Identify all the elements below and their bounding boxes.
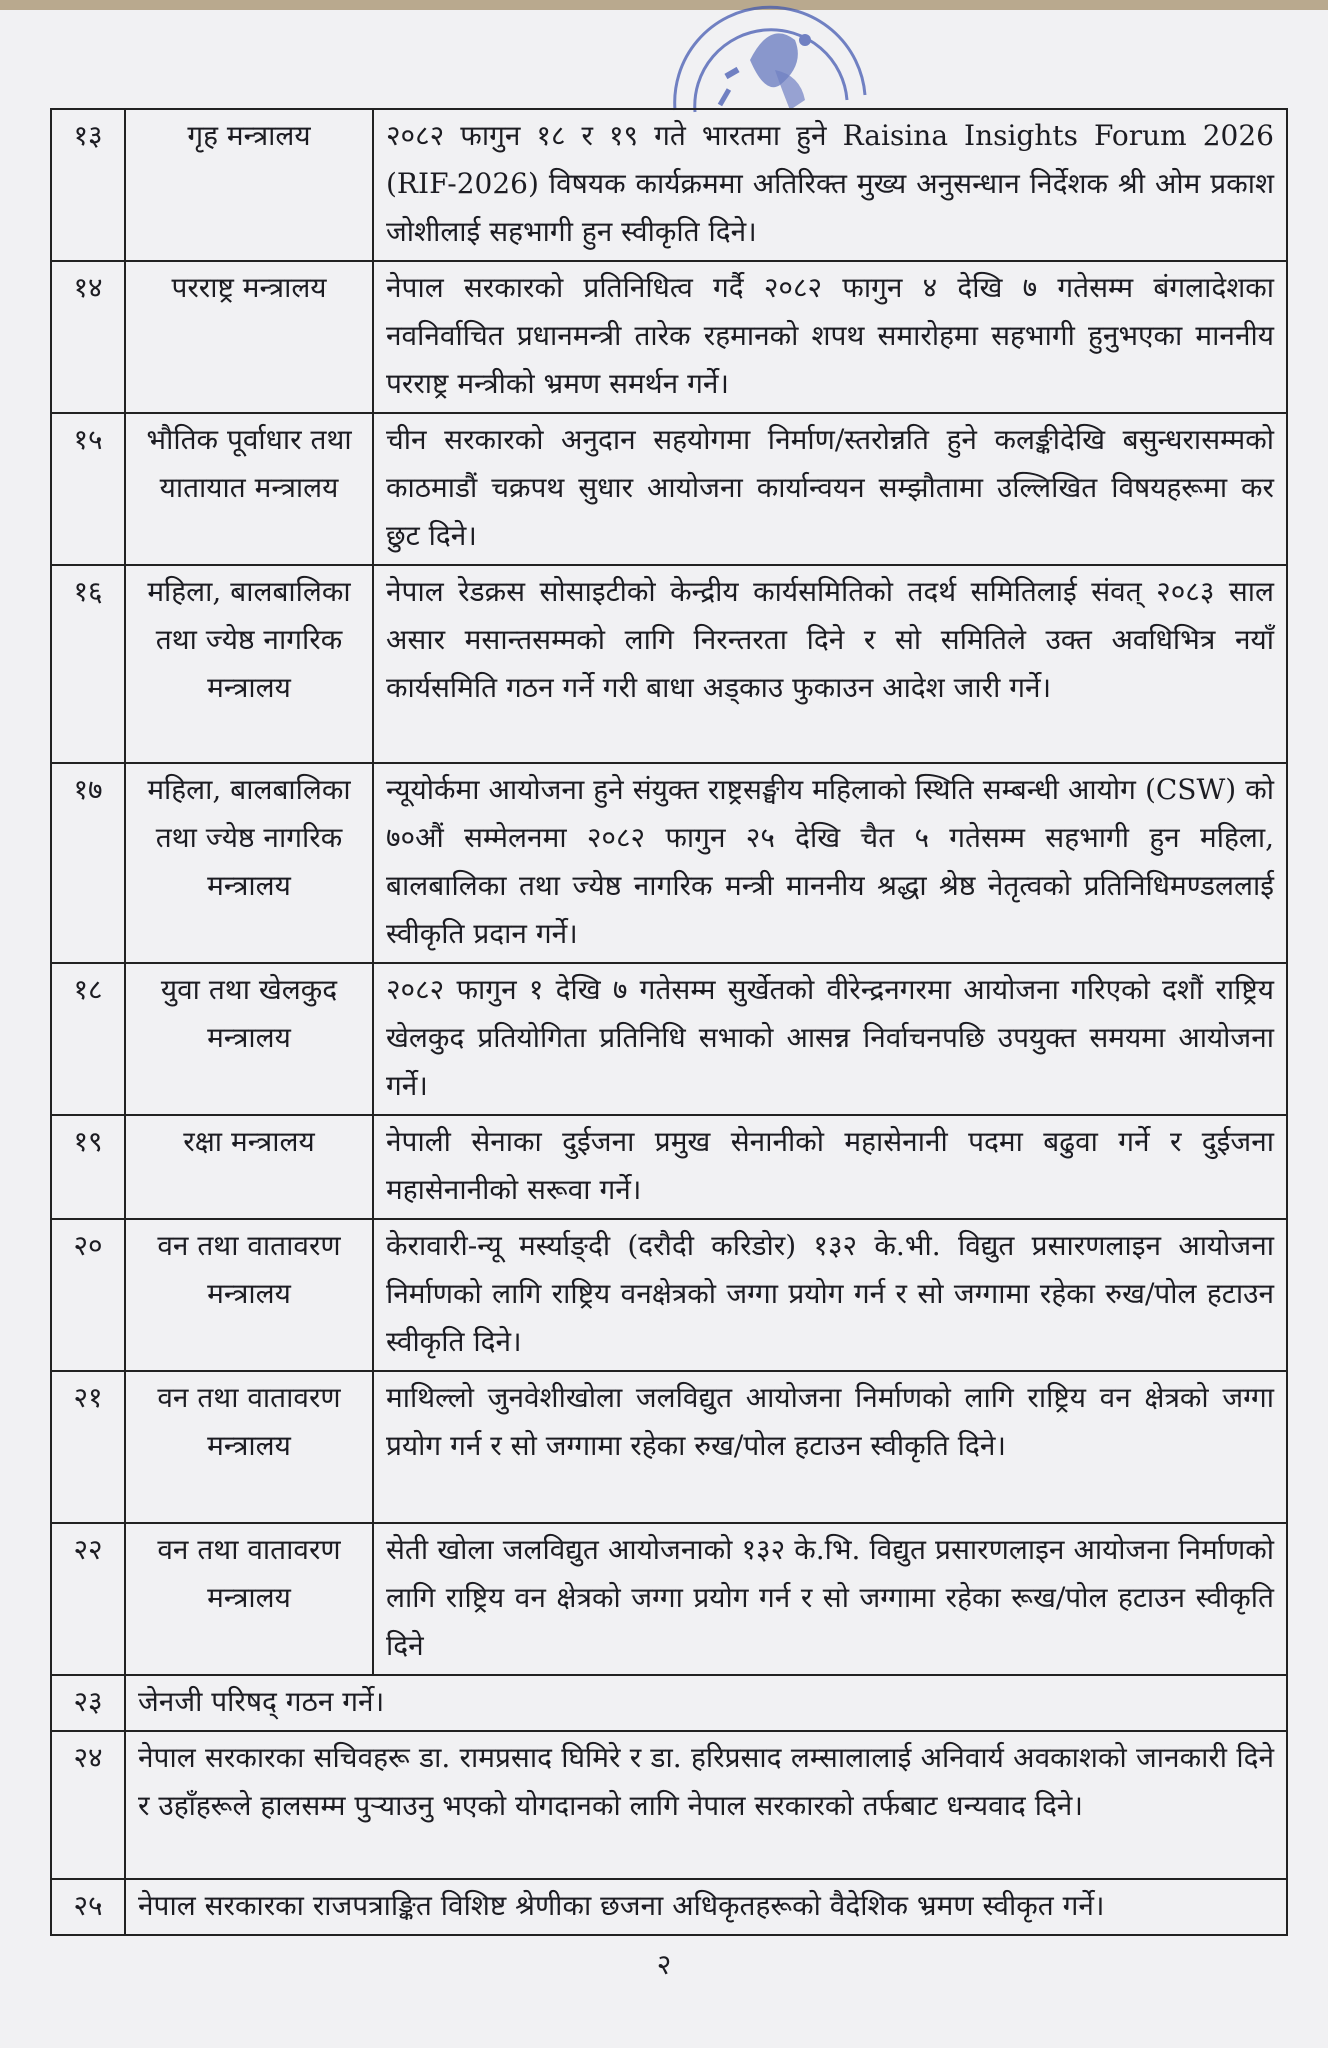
row-number: २३ xyxy=(51,1675,125,1731)
decision-text: २०८२ फागुन १८ र १९ गते भारतमा हुने Raisina Insights Forum 2026 (RIF-2026) विषयक कार्यक्रममा अतिरिक्त मुख्य अनुसन्धान निर्देशक श्री ओम प्रकाश जोशीलाई सहभागी हुन स्वीकृति दिने। xyxy=(373,109,1287,261)
row-number: १७ xyxy=(51,763,125,963)
decision-text: सेती खोला जलविद्युत आयोजनाको १३२ के.भि. विद्युत प्रसारणलाइन आयोजना निर्माणको लागि राष्ट्रिय वन क्षेत्रको जग्गा प्रयोग गर्न र सो जग्गामा रहेका रूख/पोल हटाउन स्वीकृति दिने xyxy=(373,1523,1287,1675)
decision-text: नेपाल सरकारका राजपत्राङ्कित विशिष्ट श्रेणीका छजना अधिकृतहरूको वैदेशिक भ्रमण स्वीकृत गर्ने। xyxy=(125,1879,1287,1935)
table-row xyxy=(51,565,1287,763)
row-number: २० xyxy=(51,1219,125,1371)
table-row xyxy=(51,963,1287,1115)
ministry-name: भौतिक पूर्वाधार तथा यातायात मन्त्रालय xyxy=(125,413,373,565)
row-number: २१ xyxy=(51,1371,125,1523)
ministry-name: वन तथा वातावरण मन्त्रालय xyxy=(125,1523,373,1675)
decisions-table-body xyxy=(51,109,1287,1935)
row-number: १५ xyxy=(51,413,125,565)
table-row xyxy=(51,1879,1287,1935)
decision-text: नेपाल रेडक्रस सोसाइटीको केन्द्रीय कार्यसमितिको तदर्थ समितिलाई संवत् २०८३ साल असार मसान्तसम्मको लागि निरन्तरता दिने र सो समितिले उक्त अवधिभित्र नयाँ कार्यसमिति गठन गर्ने गरी बाधा अड्काउ फुकाउन आदेश जारी गर्ने। xyxy=(373,565,1287,763)
decisions-table xyxy=(50,108,1288,1936)
row-number: १४ xyxy=(51,261,125,413)
table-row xyxy=(51,1523,1287,1675)
ministry-name: परराष्ट्र मन्त्रालय xyxy=(125,261,373,413)
row-number: १९ xyxy=(51,1115,125,1219)
minutes-sheet xyxy=(50,108,1286,1936)
decision-text: नेपाली सेनाका दुईजना प्रमुख सेनानीको महासेनानी पदमा बढुवा गर्ने र दुईजना महासेनानीको सरूवा गर्ने। xyxy=(373,1115,1287,1219)
row-number: १८ xyxy=(51,963,125,1115)
ministry-name: रक्षा मन्त्रालय xyxy=(125,1115,373,1219)
decision-text: नेपाल सरकारको प्रतिनिधित्व गर्दै २०८२ फागुन ४ देखि ७ गतेसम्म बंगलादेशका नवनिर्वाचित प्रधानमन्त्री तारेक रहमानको शपथ समारोहमा सहभागी हुनुभएका माननीय परराष्ट्र मन्त्रीको भ्रमण समर्थन गर्ने। xyxy=(373,261,1287,413)
row-number: २२ xyxy=(51,1523,125,1675)
decision-text: २०८२ फागुन १ देखि ७ गतेसम्म सुर्खेतको वीरेन्द्रनगरमा आयोजना गरिएको दशौं राष्ट्रिय खेलकुद प्रतियोगिता प्रतिनिधि सभाको आसन्न निर्वाचनपछि उपयुक्त समयमा आयोजना गर्ने। xyxy=(373,963,1287,1115)
table-row xyxy=(51,1219,1287,1371)
table-row xyxy=(51,261,1287,413)
page-number: २ xyxy=(656,1948,672,1981)
table-row xyxy=(51,1675,1287,1731)
ministry-name: वन तथा वातावरण मन्त्रालय xyxy=(125,1371,373,1523)
ministry-name: महिला, बालबालिका तथा ज्येष्ठ नागरिक मन्त्रालय xyxy=(125,565,373,763)
ministry-name: महिला, बालबालिका तथा ज्येष्ठ नागरिक मन्त्रालय xyxy=(125,763,373,963)
decision-text: जेनजी परिषद् गठन गर्ने। xyxy=(125,1675,1287,1731)
ministry-name: वन तथा वातावरण मन्त्रालय xyxy=(125,1219,373,1371)
table-row xyxy=(51,1115,1287,1219)
row-number: १३ xyxy=(51,109,125,261)
ministry-name: गृह मन्त्रालय xyxy=(125,109,373,261)
decision-text: नेपाल सरकारका सचिवहरू डा. रामप्रसाद घिमिरे र डा. हरिप्रसाद लम्सालालाई अनिवार्य अवकाशको जानकारी दिने र उहाँहरूले हालसम्म पुऱ्याउनु भएको योगदानको लागि नेपाल सरकारको तर्फबाट धन्यवाद दिने। xyxy=(125,1731,1287,1879)
decision-text: केरावारी-न्यू मर्स्याङ्दी (दरौदी करिडोर) १३२ के.भी. विद्युत प्रसारणलाइन आयोजना निर्माणको लागि राष्ट्रिय वनक्षेत्रको जग्गा प्रयोग गर्न र सो जग्गामा रहेका रुख/पोल हटाउन स्वीकृति दिने। xyxy=(373,1219,1287,1371)
decision-text: न्यूयोर्कमा आयोजना हुने संयुक्त राष्ट्रसङ्घीय महिलाको स्थिति सम्बन्धी आयोग (CSW) को ७०औं सम्मेलनमा २०८२ फागुन २५ देखि चैत ५ गतेसम्म सहभागी हुन महिला, बालबालिका तथा ज्येष्ठ नागरिक मन्त्री माननीय श्रद्धा श्रेष्ठ नेतृत्वको प्रतिनिधिमण्डललाई स्वीकृति प्रदान गर्ने। xyxy=(373,763,1287,963)
row-number: २४ xyxy=(51,1731,125,1879)
table-row xyxy=(51,1371,1287,1523)
decision-text: चीन सरकारको अनुदान सहयोगमा निर्माण/स्तरोन्नति हुने कलङ्कीदेखि बसुन्धरासम्मको काठमाडौं चक्रपथ सुधार आयोजना कार्यान्वयन सम्झौतामा उल्लिखित विषयहरूमा कर छुट दिने। xyxy=(373,413,1287,565)
table-row xyxy=(51,763,1287,963)
table-row xyxy=(51,109,1287,261)
table-row xyxy=(51,413,1287,565)
decision-text: माथिल्लो जुनवेशीखोला जलविद्युत आयोजना निर्माणको लागि राष्ट्रिय वन क्षेत्रको जग्गा प्रयोग गर्न र सो जग्गामा रहेका रुख/पोल हटाउन स्वीकृति दिने। xyxy=(373,1371,1287,1523)
row-number: २५ xyxy=(51,1879,125,1935)
table-row xyxy=(51,1731,1287,1879)
ministry-name: युवा तथा खेलकुद मन्त्रालय xyxy=(125,963,373,1115)
row-number: १६ xyxy=(51,565,125,763)
